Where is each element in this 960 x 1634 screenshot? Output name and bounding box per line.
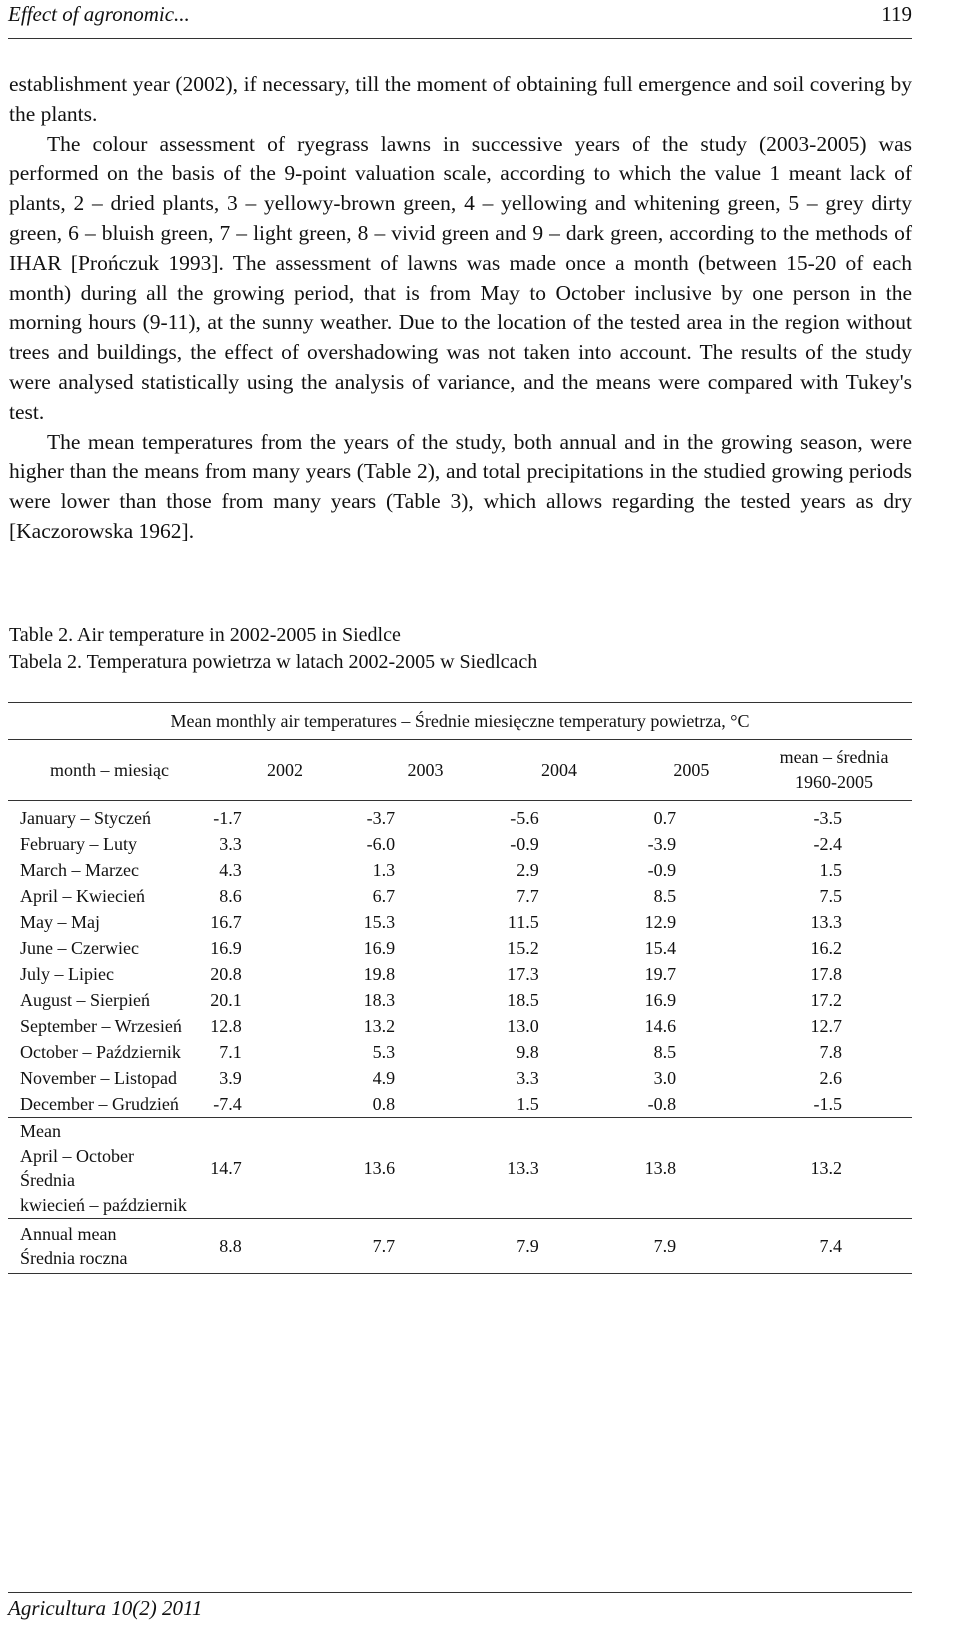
table-cell: -7.4 [213, 1093, 242, 1114]
table-row [8, 1065, 912, 1091]
table-row-mean-growing-season [8, 1118, 912, 1219]
table-cell: 13.6 [360, 1118, 491, 1219]
table-cell: 17.8 [810, 963, 842, 984]
row-label: January – Styczeń [20, 807, 151, 828]
paragraph: The mean temperatures from the years of the study, both annual and in the growing season, were higher than the means from many years (Table 2), and total precipitations in the studied growing periods were lower than those from many years (Table 3), which allows regarding the tested years as dry [Kaczorowska 1962]. [9, 429, 912, 543]
table-spanning-header: Mean monthly air temperatures – Średnie miesięczne temperatury powietrza, °C [8, 703, 912, 740]
table-cell: 18.3 [363, 989, 396, 1010]
table-cell: -3.5 [813, 807, 842, 828]
table-column-headers [8, 740, 912, 801]
row-label: August – Sierpień [20, 989, 150, 1010]
column-header-2005: 2005 [627, 740, 756, 801]
table-row [8, 987, 912, 1013]
table-cell: -1.5 [813, 1093, 842, 1114]
page-header [8, 0, 912, 34]
table-row-annual-mean [8, 1219, 912, 1274]
row-label: October – Październik [20, 1041, 181, 1062]
table-cell: -6.0 [366, 833, 396, 854]
table-cell: 7.9 [491, 1219, 627, 1274]
table-cell: 13.2 [756, 1118, 912, 1219]
table-cell: 14.7 [210, 1118, 360, 1219]
table-cell: 5.3 [372, 1041, 396, 1062]
table-cell: 7.9 [627, 1219, 756, 1274]
row-label: July – Lipiec [20, 963, 114, 984]
row-label: February – Luty [20, 833, 137, 854]
table-row [8, 909, 912, 935]
table-cell: 16.9 [210, 937, 242, 958]
table-row [8, 883, 912, 909]
table-cell: -0.9 [647, 859, 677, 880]
table-cell: 7.8 [819, 1041, 842, 1062]
table-cell: 16.9 [363, 937, 396, 958]
table-cell: 13.2 [363, 1015, 396, 1036]
paragraph: establishment year (2002), if necessary, till the moment of obtaining full emergence and soil covering by the plants. [9, 72, 912, 126]
row-label: Mean April – October Średnia kwiecień – październik [8, 1118, 210, 1219]
table-cell: 7.4 [756, 1219, 912, 1274]
column-header-2004: 2004 [491, 740, 627, 801]
table-cell: 3.3 [219, 833, 242, 854]
table-cell: 16.2 [810, 937, 842, 958]
table-cell: 11.5 [507, 911, 539, 932]
table-cell: -1.7 [213, 807, 242, 828]
table-cell: 0.8 [372, 1093, 396, 1114]
table-cell: 2.6 [819, 1067, 842, 1088]
table-cell: 7.7 [360, 1219, 491, 1274]
table-cell: 19.8 [363, 963, 396, 984]
table-cell: 19.7 [644, 963, 677, 984]
table-cell: 8.6 [219, 885, 242, 906]
table-cell: 18.5 [507, 989, 539, 1010]
table-cell: 17.3 [507, 963, 539, 984]
temperature-table [8, 702, 912, 1274]
table-row [8, 1091, 912, 1118]
table-body [8, 801, 912, 1118]
row-label: April – Kwiecień [20, 885, 145, 906]
table-cell: 6.7 [372, 885, 396, 906]
row-label: December – Grudzień [20, 1093, 179, 1114]
table-row [8, 1039, 912, 1065]
table-cell: 8.5 [653, 1041, 677, 1062]
journal-footer: Agricultura 10(2) 2011 [8, 1596, 203, 1620]
body-text [9, 70, 912, 547]
table-cell: 1.3 [372, 859, 396, 880]
table-cell: 12.8 [210, 1015, 242, 1036]
table-cell: 2.9 [516, 859, 539, 880]
row-label: September – Wrzesień [20, 1015, 182, 1036]
table-cell: 3.3 [516, 1067, 539, 1088]
header-divider [8, 38, 912, 39]
paragraph: The colour assessment of ryegrass lawns in successive years of the study (2003-2005) was performed on the basis of the 9-point valuation scale, according to which the value 1 meant lack of plants, 2 – dried plants, 3 – yellowy-brown green, 4 – yellowing and whitening green, 5 – grey dirty green, 6 – bluish green, 7 – light green, 8 – vivid green and 9 – dark green, according to the methods of IHAR [Prończuk 1993]. The assessment of lawns was made once a month (between 15-20 of each month) during all the growing period, that is from May to October inclusive by one person in the morning hours (9-11), at the sunny weather. Due to the location of the tested area in the region without trees and buildings, the effect of overshadowing was not taken into account. The results of the study were analysed statistically using the analysis of variance, and the means were compared with Tukey's test. [9, 131, 912, 424]
table-cell: -2.4 [813, 833, 842, 854]
page-number: 119 [881, 2, 912, 26]
table-cell: 15.2 [507, 937, 539, 958]
table-caption [9, 622, 537, 676]
table-cell: 8.5 [653, 885, 677, 906]
table-cell: 8.8 [210, 1219, 360, 1274]
table-cell: 13.3 [491, 1118, 627, 1219]
table-row [8, 961, 912, 987]
table-cell: 16.9 [644, 989, 677, 1010]
table-cell: 3.9 [219, 1067, 242, 1088]
table-cell: 12.7 [810, 1015, 842, 1036]
table-cell: -3.7 [366, 807, 396, 828]
table-row [8, 857, 912, 883]
column-header-month: month – miesiąc [8, 740, 210, 801]
table-caption-pl: Tabela 2. Temperatura powietrza w latach 2002-2005 w Siedlcach [9, 651, 538, 673]
table-cell: 15.4 [644, 937, 677, 958]
table-cell: 0.7 [653, 807, 677, 828]
row-label: November – Listopad [20, 1067, 177, 1088]
table-cell: -3.9 [647, 833, 677, 854]
column-header-2003: 2003 [360, 740, 491, 801]
row-label: June – Czerwiec [20, 937, 139, 958]
table-cell: 13.3 [810, 911, 842, 932]
running-title: Effect of agronomic... [8, 2, 190, 26]
table-cell: 13.0 [507, 1015, 539, 1036]
table-cell: 7.1 [219, 1041, 242, 1062]
table-cell: 20.1 [210, 989, 242, 1010]
row-label: March – Marzec [20, 859, 139, 880]
table-row [8, 801, 912, 832]
table-cell: 16.7 [210, 911, 242, 932]
table-cell: -5.6 [510, 807, 539, 828]
table-cell: -0.9 [510, 833, 539, 854]
table-cell: 12.9 [644, 911, 677, 932]
table-cell: 4.3 [219, 859, 242, 880]
table-caption-en: Table 2. Air temperature in 2002-2005 in Siedlce [9, 624, 401, 646]
table-cell: 13.8 [627, 1118, 756, 1219]
table-cell: 17.2 [810, 989, 842, 1010]
table-cell: 4.9 [372, 1067, 396, 1088]
table-row [8, 935, 912, 961]
table-cell: 9.8 [516, 1041, 539, 1062]
table-cell: 1.5 [819, 859, 842, 880]
table-cell: 7.5 [819, 885, 842, 906]
column-header-2002: 2002 [210, 740, 360, 801]
table-cell: 3.0 [653, 1067, 677, 1088]
column-header-mean: mean – średnia 1960-2005 [756, 740, 912, 801]
table-row [8, 831, 912, 857]
table-row [8, 1013, 912, 1039]
table-cell: -0.8 [647, 1093, 677, 1114]
table-cell: 7.7 [516, 885, 539, 906]
table-cell: 15.3 [363, 911, 396, 932]
table-cell: 20.8 [210, 963, 242, 984]
table-cell: 14.6 [644, 1015, 677, 1036]
table-cell: 1.5 [516, 1093, 539, 1114]
row-label: Annual mean Średnia roczna [8, 1219, 210, 1274]
footer-divider [8, 1592, 912, 1593]
row-label: May – Maj [20, 911, 100, 932]
